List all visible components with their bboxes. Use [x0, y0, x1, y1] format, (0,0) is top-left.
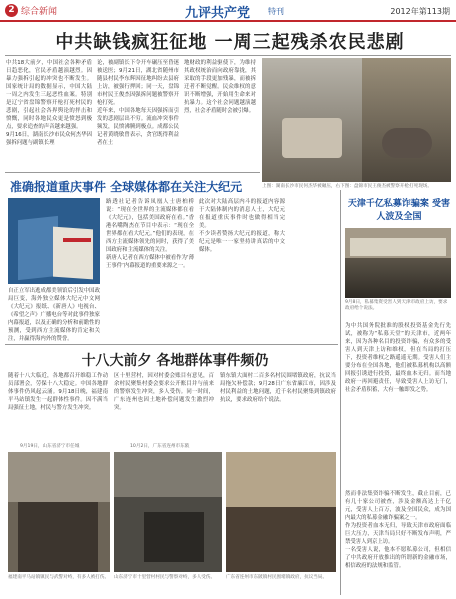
article3-photo-3 [226, 452, 336, 572]
issue-number: 2012年第113期 [390, 7, 450, 16]
divider [5, 344, 338, 345]
article2-col4-text: 此次对大陆高层内斗的报道内容源于大陆体制内的消息人士，大纪元在报道重庆事件时也做得相当完美。 [199, 199, 285, 229]
article2-col2-text: 路透社记者告诉凤凰人士唐柏桥说：“现在全世界的主流媒体都在看《大纪元》，包括美国政府在看。”香港名嘴陶杰在节目中表示：“现在全世界都在看大纪元。”他们的表现，在西方主流媒体领先的同时，获得了美国政府和主流媒体的关注。 [106, 199, 194, 253]
sidebar-column [345, 322, 451, 482]
article1-col1-text-b: 9月16日，湖南长沙市民众何杰华因强拆问题与副镇长理 [6, 132, 92, 146]
article1-column-2 [97, 59, 179, 169]
article2-column-1 [8, 287, 100, 342]
article3-col1-text: 随着十八大临近，各地都召开维稳工作动员部署会，劳保十八大稳定。中国各地群体事件仍风起云涌。9月18日晚，福建南平马站镇发生一起群体性事件。因不满当局强征土地，村民与警方发生冲突。 [8, 373, 108, 411]
sidebar-headline: 天津千亿私募诈骗案 受害人波及全国 [347, 199, 451, 222]
article3-photo2-caption: 山东济宁市十里营村村民与警察对峙，多人受伤。 [114, 575, 216, 580]
article3-column-3 [220, 372, 336, 442]
article3-photo-2 [114, 452, 222, 572]
article3-column-2 [114, 372, 214, 442]
page-header [0, 0, 456, 22]
sidebar-column-2 [345, 482, 451, 596]
article1-column-1 [6, 59, 92, 169]
sidebar-photo-caption: 9月8日，私募集资受害人到天津市政府上访，要求政府给个说法。 [345, 300, 448, 311]
article1-col2-text: 论，被副镇长下令开车碾压至昏迷被送医；9月21日，湖北省随州市随县村民李东辉因征地纠纷去县府上访，被强行押回；同一天，盘锦市村民王俊杰因强拆问题被警察开枪打死。 [97, 60, 179, 106]
sidebar-divider [340, 190, 341, 595]
article3-photo3-caption: 广东省连州市东陂镇村民围堵镇政府，抗议当局。 [226, 575, 328, 580]
article2-column-2 [106, 198, 194, 340]
article2-headline: 准确报道重庆事件 全球媒体都在关注大纪元 [10, 180, 243, 194]
sidebar-photo [345, 228, 451, 298]
article3-headline: 十八大前夕 各地群体事件频仍 [81, 353, 269, 369]
article1-photo [262, 58, 451, 182]
article3-photo-1 [8, 452, 110, 572]
article1-col3-text: 地财政的利益驱使下，为维持其政权统治而向政府靠拢，其采取的手段更加残暴，而被拆迁者不断觉醒。民众维权的意识不断增强，开始用生命来对抗暴力。这个社会问题越演越烈，社会矛盾随时会被引爆。 [184, 60, 256, 114]
sidebar2-text: 然而非法集资诈骗不断发生，截止目前，已有几十家公司被查，涉及金额高达上千亿元，受害人上百万，波及全国民众，成为国内最大的私募金融诈骗案之一。 作为投资者血本无归，导致天津市政府面临巨大压力，天津当局只好不断发布声明，严禁受害人到京上访。 一名受害人说，他本不愿私募公司，但相信了中共政府开放推出的所谓新的金融市场，相信政府的法规和监管。 [345, 491, 451, 569]
article2-column-3 [199, 198, 285, 340]
article3-col3-text: 镇东镇大面村二百多名村民围堵镇政府，抗议当局拖欠补偿款；9月28日广东省廉江市，因涉及村民利益的土地问题，近千名村民聚集到镇政府抗议，要求政府给个说法。 [220, 373, 336, 403]
article3-photo1-caption: 福建南平马站镇镇民与武警对峙，有多人被打伤。 [8, 575, 110, 580]
article1-headline: 中共缺钱疯狂征地 一周三起残杀农民悲剧 [55, 32, 405, 53]
article2-col3-text: 新唐人记者在西方媒体中被看作为‘薄王事件’内幕报道的重要来源之一。 [106, 255, 194, 269]
sidebar-text: 为中共国务院批准的股权投资基金先行先试，被称为“私募天堂”的天津市，近两年来，因为各种名目的投资诈骗，有众多的受害人到天津上访和维权，但在当局的打压下，投资者维权之路遥遥无期。受害人们主要分布在全国各地，他们被私募机构以高额回报引诱进行投资，最终血本无归。而当地政府一再回避责任，导致受害人上访无门，社会矛盾积蓄，大有一触即发之势。 [345, 323, 451, 393]
article1-col1-text: 中共18大前夕，中国社会各种矛盾日趋恶化，官民矛盾越演越烈。因暴力强拆引起的冲突也不断发生。国家统计局的数据显示，中国大陆一周之内发生三起恶性血案。特别是辽宁省盘锦警察开枪打死村民的悲剧，引起社会各界舆论的抨击和愤慨，同时各地民众更是愤怒到极点，要求追查的声音越来越强。 [6, 60, 92, 130]
page-number: 2 [5, 4, 18, 17]
article1-column-3 [184, 59, 256, 169]
publication-subtitle: 特刊 [268, 7, 284, 16]
article2-col1-text: 自正立军出逃成都美领馆后引发中国政局巨变，海外独立媒体大纪元中文网《大纪元》报纸、《新唐人》电视台、《希望之声》广播电台等对此事件独家内幕报道，以及正确的分析和前瞻性的预测，受到西方主流媒体的肯定和关注，并赢得海内外的赞誉。 [8, 288, 100, 342]
article3-caption-1: 9月19日，山东省济宁市任城 [20, 444, 80, 449]
article3-col2-text: 区十里营村，因对村委会账目有意见，百余村民聚集村委会要求公开账目并与前来的警察发生冲突，多人受伤。同一时间，广东连州也因土地补偿问题发生激烈冲突。 [114, 373, 214, 411]
article2-photo [8, 198, 100, 284]
divider [5, 55, 451, 56]
divider [5, 172, 260, 173]
article3-caption-2: 10月2日，广东省连州市东陂 [130, 444, 190, 449]
article1-col2-text-b: 近年来，中国各地每天因强拆而引发的悲剧层出不穷。流血冲突事件频发，民愤沸腾到极点。成都公民记者黄晓敏曾表示，贪官既得利益者在土 [97, 108, 179, 146]
section-name: 综合新闻 [21, 7, 58, 17]
article1-photo-caption: 上图：湖南长沙市民何杰华被碾压，右下图：盘锦市民王俊杰被警察开枪打死现场。 [262, 184, 432, 189]
publication-title: 九评共产党 [185, 6, 251, 21]
article2-col5-text: 不少读者赞扬大纪元的报道，称大纪元是唯一一家坚持讲真话的中文媒体。 [199, 231, 285, 253]
article3-column-1 [8, 372, 108, 442]
